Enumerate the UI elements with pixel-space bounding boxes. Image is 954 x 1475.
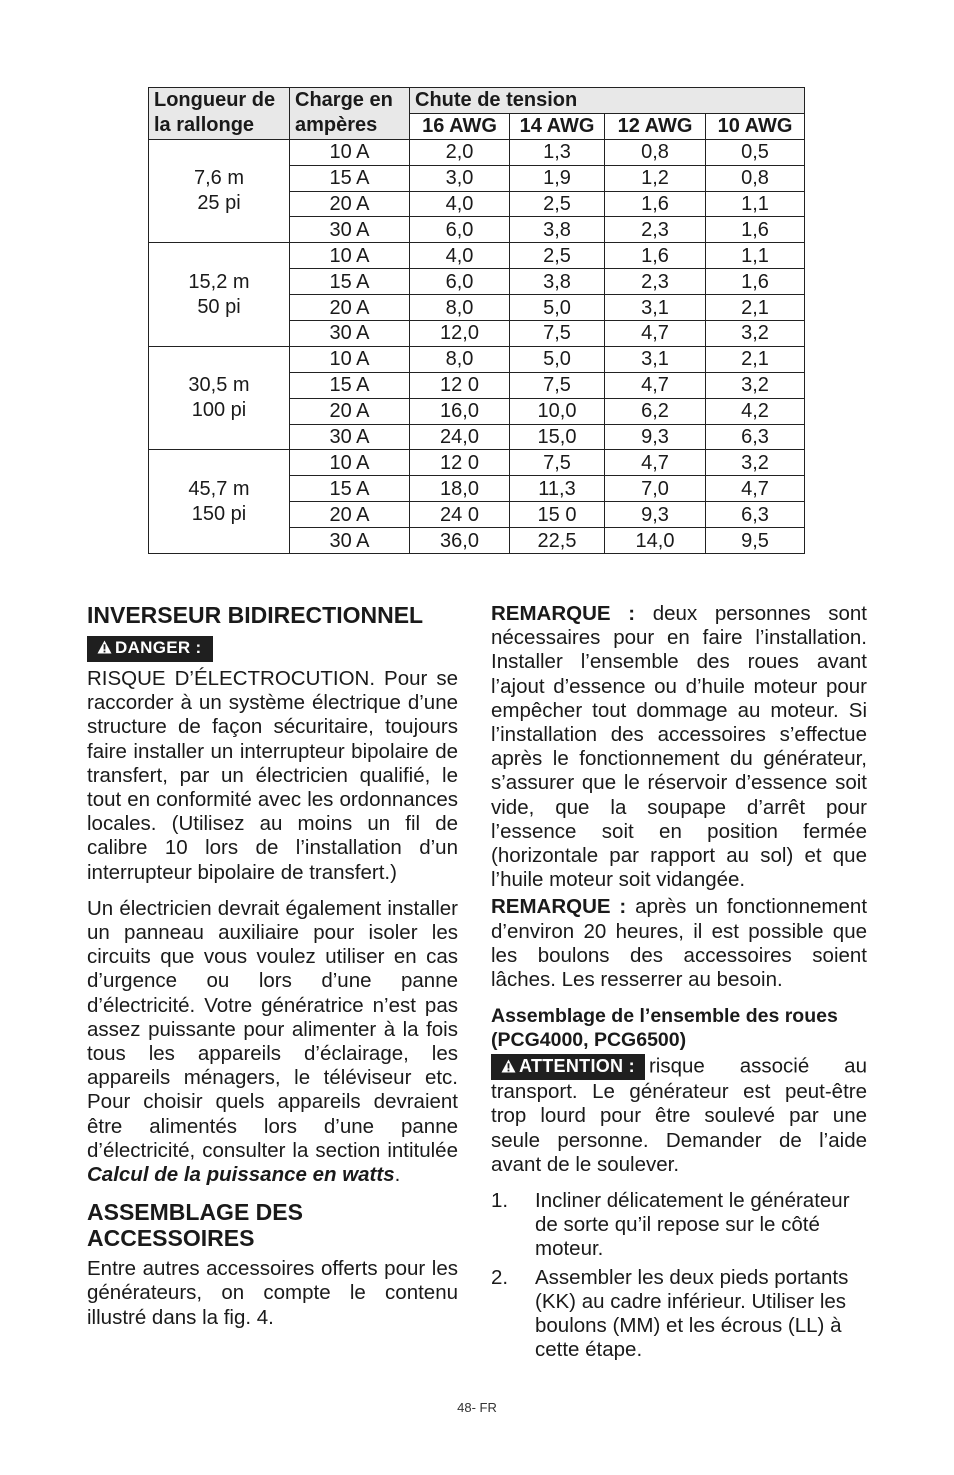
voltage-drop-cell: 2,5 [510,191,605,217]
table-row [149,346,805,372]
voltage-drop-cell: 4,7 [605,321,706,347]
voltage-drop-cell: 9,5 [706,528,805,554]
heading-transfer-switch: INVERSEUR BIDIRECTIONNEL [87,602,424,628]
right-column [491,602,867,1366]
voltage-drop-cell: 8,0 [410,346,510,372]
voltage-drop-cell: 1,3 [510,139,605,165]
length-meters: 7,6 m [193,167,245,190]
list-item [491,1266,867,1363]
accessories-paragraph: Entre autres accessoires offerts pour les générateurs, on compte le contenu illustré dans la fig. 4. [87,1257,458,1329]
header-gauge: 16 AWG [410,113,510,139]
voltage-drop-cell: 4,0 [410,243,510,269]
voltage-drop-cell: 2,3 [605,269,706,295]
voltage-drop-cell: 16,0 [410,398,510,424]
warning-triangle-icon [97,638,112,660]
voltage-drop-cell: 2,0 [410,139,510,165]
attention-badge [491,1054,645,1080]
voltage-drop-cell: 4,7 [605,372,706,398]
step-number: 1. [491,1189,509,1213]
electrician-text: Un électricien devrait également installer un panneau auxiliaire pour isoler les circuits que vous voulez utiliser en cas d’urgence ou lors d’une panne d’électricité. Votre génératrice n’est pas assez puissante pour alimenter à la fois tous les appareils d’éclairage, les appareils ménagers, le téléviseur etc. Pour choisir quels appareils devraient être alimentés lors d’une panne d’électricité, consulter la section intitulée [87,896,458,1162]
danger-badge [87,636,213,662]
amps-cell: 10 A [290,450,410,476]
voltage-drop-cell: 1,6 [605,243,706,269]
voltage-drop-cell: 1,6 [706,269,805,295]
voltage-drop-cell: 0,8 [706,165,805,191]
voltage-drop-cell: 3,2 [706,372,805,398]
voltage-drop-cell: 4,7 [605,450,706,476]
voltage-drop-cell: 15,0 [510,424,605,450]
voltage-drop-cell: 11,3 [510,476,605,502]
voltage-drop-cell: 6,0 [410,217,510,243]
voltage-drop-cell: 7,0 [605,476,706,502]
attention-label: ATTENTION : [519,1056,635,1077]
voltage-drop-cell: 1,2 [605,165,706,191]
length-meters: 30,5 m [188,374,250,397]
header-gauge: 12 AWG [605,113,706,139]
attention-text: risque associé au transport. Le générateur est peut-être trop lourd pour être soulevé par une seule personne. Demander de l’aide avant de le soulever. [491,1054,867,1176]
heading-wheel-assembly: Assemblage de l’ensemble des roues (PCG4000, PCG6500) [491,1005,838,1052]
voltage-drop-cell: 2,1 [706,295,805,321]
heading-accessories: ASSEMBLAGE DES ACCESSOIRES [87,1199,303,1252]
voltage-drop-cell: 2,3 [605,217,706,243]
left-column [87,602,458,1330]
warning-triangle-icon [501,1056,516,1078]
voltage-drop-cell: 4,7 [706,476,805,502]
voltage-drop-cell: 5,0 [510,346,605,372]
voltage-drop-cell: 5,0 [510,295,605,321]
amps-cell: 20 A [290,191,410,217]
voltage-drop-cell: 9,3 [605,424,706,450]
table-row [149,243,805,269]
voltage-drop-cell: 6,0 [410,269,510,295]
voltage-drop-cell: 8,0 [410,295,510,321]
note-label: REMARQUE : [491,602,636,625]
voltage-drop-cell: 15 0 [510,502,605,528]
table-row [149,139,805,165]
voltage-drop-cell: 12 0 [410,372,510,398]
attention-paragraph [491,1054,867,1177]
voltage-drop-cell: 24 0 [410,502,510,528]
voltage-drop-cell: 3,8 [510,217,605,243]
amps-cell: 15 A [290,269,410,295]
voltage-drop-cell: 4,2 [706,398,805,424]
amps-cell: 20 A [290,295,410,321]
step-text: Assembler les deux pieds portants (KK) au cadre inférieur. Utiliser les boulons (MM) et les écrous (LL) à cette étape. [535,1265,849,1362]
voltage-drop-cell: 7,5 [510,450,605,476]
amps-cell: 15 A [290,372,410,398]
voltage-drop-cell: 0,5 [706,139,805,165]
length-cell [149,450,290,554]
voltage-drop-cell: 12,0 [410,321,510,347]
voltage-drop-cell: 6,3 [706,424,805,450]
voltage-drop-cell: 2,5 [510,243,605,269]
voltage-drop-cell: 3,8 [510,269,605,295]
table-row [149,450,805,476]
amps-cell: 30 A [290,424,410,450]
voltage-drop-cell: 7,5 [510,372,605,398]
list-item [491,1189,867,1262]
voltage-drop-cell: 6,2 [605,398,706,424]
note-bolts [491,895,867,992]
header-gauge: 14 AWG [510,113,605,139]
amps-cell: 15 A [290,165,410,191]
danger-paragraph: RISQUE D’ÉLECTROCUTION. Pour se raccorder à un système électrique d’une structure de façon sécuritaire, toujours faire installer un interrupteur bipolaire de transfert, par un électricien qualifié, le tout en conformité avec les ordonnances locales. (Utilisez au moins un fil de calibre 10 lors de l’installation d’un interrupteur bipolaire de transfert.) [87,667,458,884]
voltage-drop-cell: 3,1 [605,295,706,321]
voltage-drop-cell: 1,1 [706,191,805,217]
voltage-drop-cell: 3,1 [605,346,706,372]
voltage-drop-cell: 36,0 [410,528,510,554]
voltage-drop-cell: 4,0 [410,191,510,217]
amps-cell: 10 A [290,139,410,165]
length-cell [149,346,290,450]
note-text: deux personnes sont nécessaires pour en faire l’installation. Installer l’ensemble des roues avant l’ajout d’essence ou d’huile moteur pour empêcher tout dommage au moteur. Si l’installation des accessoires s’effectue après le fonctionnement du générateur, s’assurer que le réservoir d’essence soit vide, que la soupape d’arrêt pour l’essence soit en position fermée (horizontale par rapport au sol) et que l’huile moteur soit vidangée. [491,602,868,892]
voltage-drop-cell: 3,2 [706,450,805,476]
amps-cell: 20 A [290,502,410,528]
length-cell [149,243,290,347]
length-feet: 25 pi [197,192,241,215]
voltage-drop-cell: 12 0 [410,450,510,476]
note-label: REMARQUE : [491,895,627,919]
voltage-drop-cell: 1,6 [706,217,805,243]
length-cell [149,139,290,243]
header-charge: Charge en ampères [290,88,410,140]
voltage-drop-cell: 1,9 [510,165,605,191]
voltage-drop-cell: 14,0 [605,528,706,554]
length-feet: 100 pi [191,399,247,422]
electrician-paragraph [87,897,458,1187]
length-meters: 45,7 m [188,477,250,500]
voltage-drop-cell: 24,0 [410,424,510,450]
voltage-drop-cell: 18,0 [410,476,510,502]
step-text: Incliner délicatement le générateur de sorte qu’il repose sur le côté moteur. [535,1189,850,1261]
voltage-drop-table [148,87,805,554]
assembly-steps [491,1189,867,1362]
voltage-drop-cell: 1,6 [605,191,706,217]
voltage-drop-cell: 1,1 [706,243,805,269]
length-feet: 50 pi [197,295,241,318]
step-number: 2. [491,1265,509,1289]
amps-cell: 30 A [290,528,410,554]
amps-cell: 10 A [290,346,410,372]
voltage-drop-cell: 3,0 [410,165,510,191]
length-feet: 150 pi [191,502,247,525]
amps-cell: 20 A [290,398,410,424]
amps-cell: 30 A [290,321,410,347]
amps-cell: 10 A [290,243,410,269]
danger-label: DANGER : [115,638,202,657]
voltage-drop-cell: 9,3 [605,502,706,528]
amps-cell: 30 A [290,217,410,243]
amps-cell: 15 A [290,476,410,502]
voltage-drop-cell: 0,8 [605,139,706,165]
voltage-drop-cell: 7,5 [510,321,605,347]
note-text: après un fonctionnement d’environ 20 heures, il est possible que les boulons des accessoires soient lâches. Les resserrer au besoin. [491,895,868,992]
page-number: 48- FR [457,1400,497,1415]
voltage-drop-cell: 10,0 [510,398,605,424]
note-installation [491,602,867,892]
voltage-drop-cell: 3,2 [706,321,805,347]
header-length: Longueur de la rallonge [149,88,290,140]
header-voltage-drop: Chute de tension [410,88,805,114]
voltage-drop-cell: 2,1 [706,346,805,372]
wattage-section-reference: Calcul de la puissance en watts [87,1163,395,1187]
header-gauge: 10 AWG [706,113,805,139]
voltage-drop-cell: 22,5 [510,528,605,554]
voltage-drop-cell: 6,3 [706,502,805,528]
length-meters: 15,2 m [188,270,250,293]
electrician-end: . [394,1163,401,1187]
